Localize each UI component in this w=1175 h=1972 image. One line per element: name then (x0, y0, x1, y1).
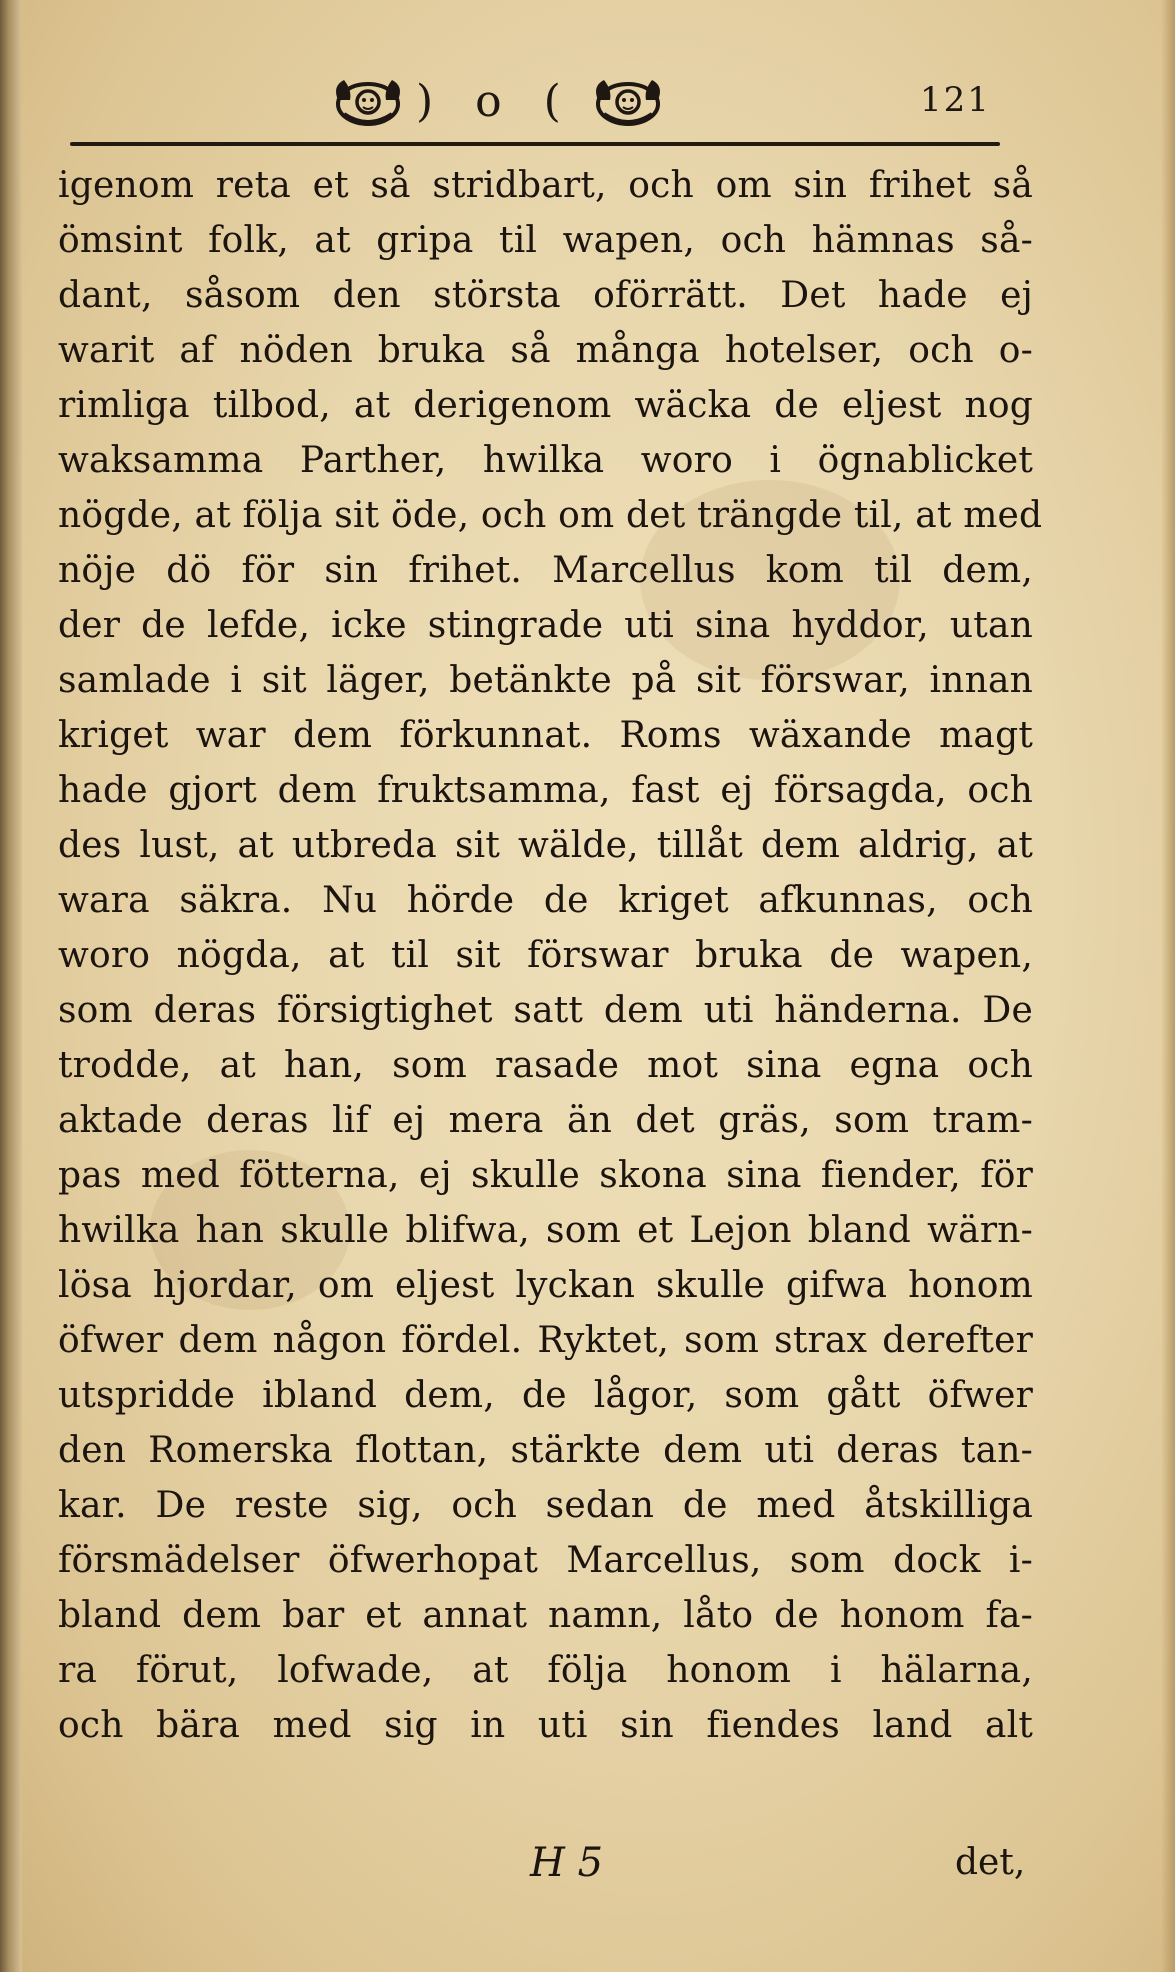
text-line: des lust, at utbreda sit wälde, tillåt dem aldrig, at (58, 825, 1033, 866)
text-line: kriget war dem förkunnat. Roms wäxande magt (58, 715, 1033, 756)
cherub-ornament-icon (590, 70, 666, 132)
header-rule (70, 142, 1000, 146)
text-line: wara säkra. Nu hörde de kriget afkunnas, och (58, 880, 1033, 921)
catchword: det, (955, 1842, 1026, 1883)
header-brackets: ) o ( (416, 76, 575, 127)
text-line: der de lefde, icke stingrade uti sina hyddor, utan (58, 605, 1033, 646)
running-header (60, 70, 1060, 150)
page-footer (60, 1840, 1035, 1900)
text-line: pas med fötterna, ej skulle skona sina fiender, för (58, 1155, 1033, 1196)
text-line: dant, såsom den största oförrätt. Det hade ej (58, 275, 1033, 316)
text-line: waksamma Parther, hwilka woro i ögnablicket (58, 440, 1033, 481)
signature-mark: H 5 (530, 1840, 604, 1886)
text-line: bland dem bar et annat namn, låto de honom fa- (58, 1595, 1033, 1636)
text-line: den Romerska flottan, stärkte dem uti deras tan- (58, 1430, 1033, 1471)
page-gutter (0, 0, 22, 1972)
text-line: lösa hjordar, om eljest lyckan skulle gifwa honom (58, 1265, 1033, 1306)
text-line: försmädelser öfwerhopat Marcellus, som dock i- (58, 1540, 1033, 1581)
page-edge-shadow (1161, 0, 1175, 1972)
text-line: woro nögda, at til sit förswar bruka de wapen, (58, 935, 1033, 976)
cherub-ornament-icon (330, 70, 406, 132)
text-line: warit af nöden bruka så många hotelser, och o- (58, 330, 1033, 371)
text-line: öfwer dem någon fördel. Ryktet, som strax derefter (58, 1320, 1033, 1361)
text-line: aktade deras lif ej mera än det gräs, som tram- (58, 1100, 1033, 1141)
text-line: trodde, at han, som rasade mot sina egna och (58, 1045, 1033, 1086)
page-number: 121 (920, 80, 991, 120)
text-line: nöje dö för sin frihet. Marcellus kom til dem, (58, 550, 1033, 591)
body-text (58, 158, 1043, 1753)
text-line: hwilka han skulle blifwa, som et Lejon bland wärn- (58, 1210, 1033, 1251)
text-line: som deras försigtighet satt dem uti händerna. De (58, 990, 1033, 1031)
text-line: och bära med sig in uti sin fiendes land alt (58, 1705, 1033, 1746)
text-line: hade gjort dem fruktsamma, fast ej försagda, och (58, 770, 1033, 811)
text-line: nögde, at följa sit öde, och om det trängde til, at med (58, 495, 1043, 536)
text-line: rimliga tilbod, at derigenom wäcka de eljest nog (58, 385, 1033, 426)
text-line: samlade i sit läger, betänkte på sit förswar, innan (58, 660, 1033, 701)
text-line: ra förut, lofwade, at följa honom i hälarna, (58, 1650, 1033, 1691)
text-line: kar. De reste sig, och sedan de med åtskilliga (58, 1485, 1033, 1526)
text-line: utspridde ibland dem, de lågor, som gått öfwer (58, 1375, 1033, 1416)
text-line: ömsint folk, at gripa til wapen, och hämnas så- (58, 220, 1033, 261)
text-line: igenom reta et så stridbart, och om sin frihet så (58, 165, 1033, 206)
